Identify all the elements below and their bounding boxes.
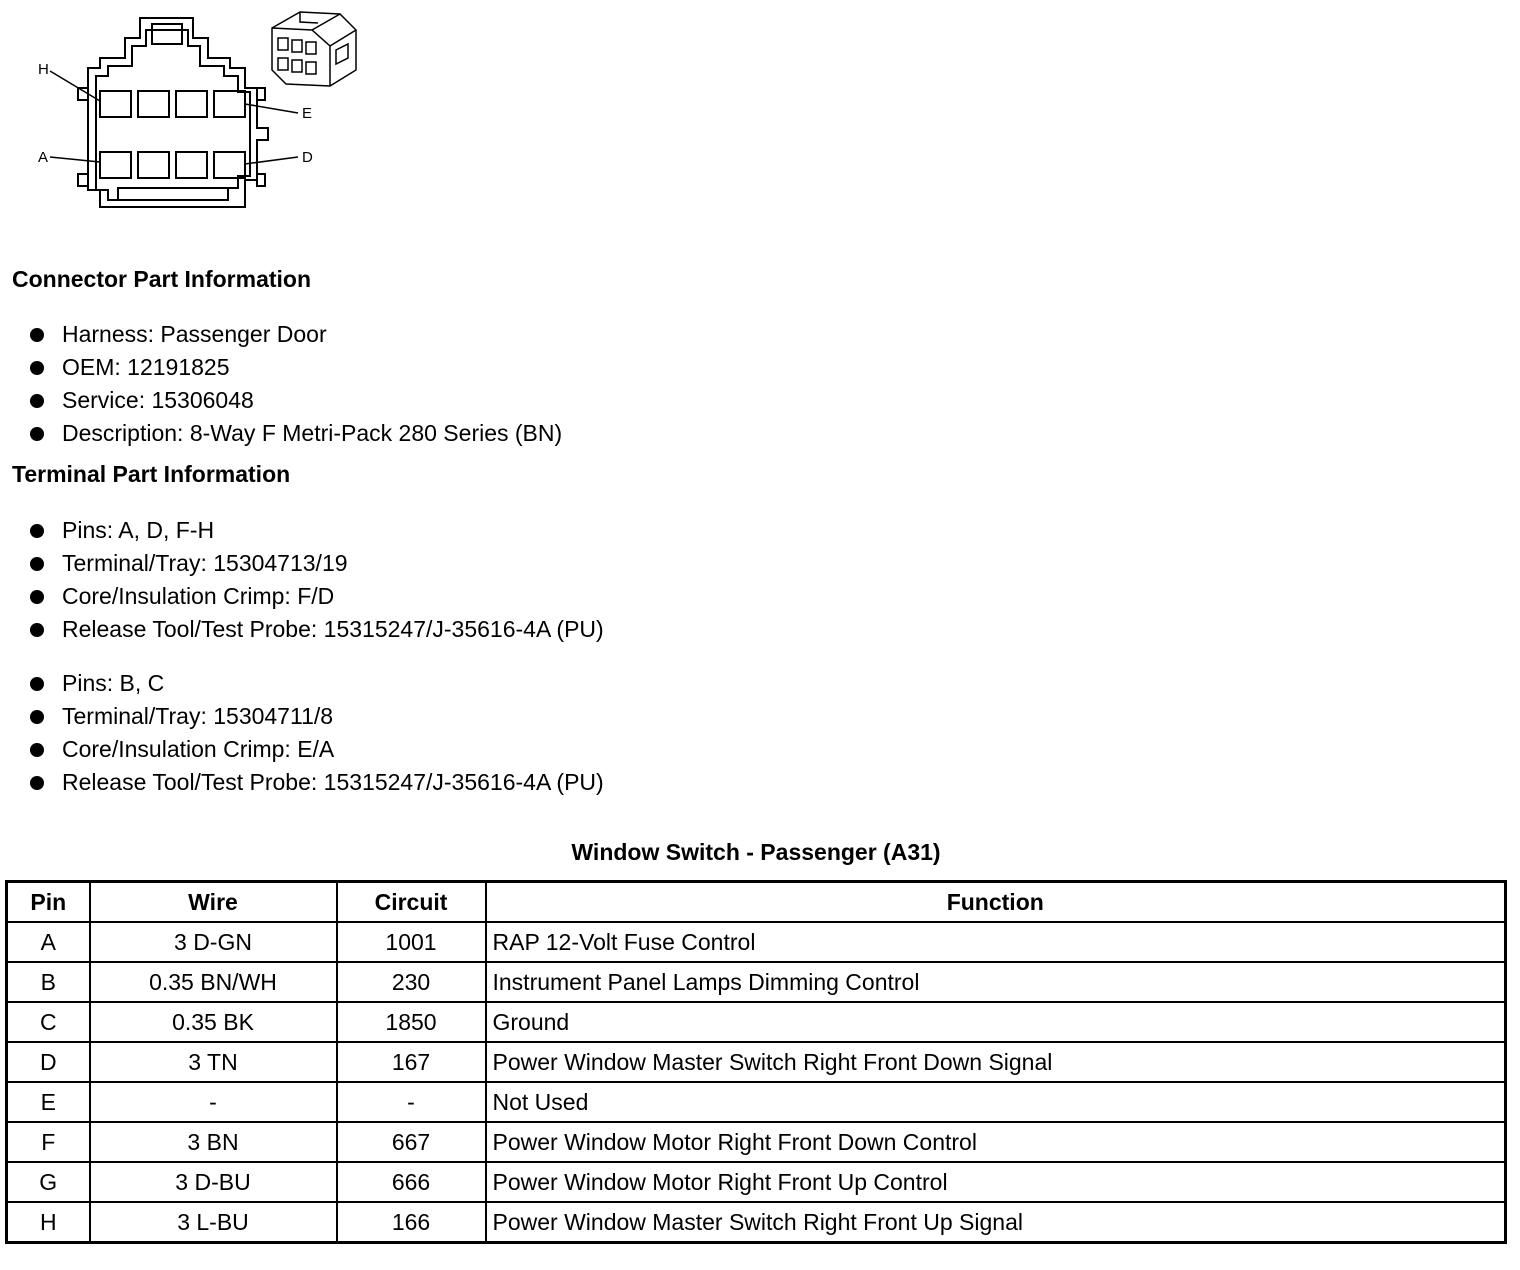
list-item: Core/Insulation Crimp: E/A bbox=[0, 733, 604, 766]
cell-function: Power Window Motor Right Front Up Control bbox=[486, 1162, 1506, 1202]
cell-function: RAP 12-Volt Fuse Control bbox=[486, 922, 1506, 962]
cell-function: Not Used bbox=[486, 1082, 1506, 1122]
cell-pin: C bbox=[7, 1002, 90, 1042]
table-title: Window Switch - Passenger (A31) bbox=[571, 839, 941, 865]
list-item: Pins: B, C bbox=[0, 667, 604, 700]
pin-label-d: D bbox=[302, 149, 313, 166]
cell-function: Ground bbox=[486, 1002, 1506, 1042]
cavity-h bbox=[100, 91, 131, 117]
table-row bbox=[7, 1122, 1506, 1162]
list-item: Pins: A, D, F-H bbox=[0, 514, 604, 547]
list-item: Description: 8-Way F Metri-Pack 280 Series (BN) bbox=[0, 417, 562, 450]
cell-circuit: 666 bbox=[337, 1162, 486, 1202]
connector-cavities bbox=[100, 91, 245, 178]
cell-function: Power Window Master Switch Right Front Down Signal bbox=[486, 1042, 1506, 1082]
connector-isometric-view bbox=[272, 12, 356, 86]
cavity-g bbox=[138, 91, 169, 117]
list-item: Release Tool/Test Probe: 15315247/J-35616-4A (PU) bbox=[0, 766, 604, 799]
connector-part-list bbox=[0, 318, 562, 450]
cavity-f bbox=[176, 91, 207, 117]
pinout-table bbox=[5, 880, 1507, 1244]
cell-pin: G bbox=[7, 1162, 90, 1202]
table-row bbox=[7, 1082, 1506, 1122]
cell-pin: B bbox=[7, 962, 90, 1002]
cavity-a bbox=[100, 152, 131, 178]
cell-wire: 3 D-GN bbox=[90, 922, 337, 962]
cavity-d bbox=[214, 152, 245, 178]
cell-wire: 0.35 BK bbox=[90, 1002, 337, 1042]
cell-pin: H bbox=[7, 1202, 90, 1243]
pin-label-a: A bbox=[38, 149, 49, 166]
terminal-group-1-list bbox=[0, 514, 604, 646]
cell-pin: D bbox=[7, 1042, 90, 1082]
column-header-pin: Pin bbox=[7, 882, 90, 923]
column-header-wire: Wire bbox=[90, 882, 337, 923]
cell-wire: 0.35 BN/WH bbox=[90, 962, 337, 1002]
list-item: Release Tool/Test Probe: 15315247/J-35616-4A (PU) bbox=[0, 613, 604, 646]
list-item: Core/Insulation Crimp: F/D bbox=[0, 580, 604, 613]
table-row bbox=[7, 922, 1506, 962]
table-header-row bbox=[7, 882, 1506, 923]
list-item: Terminal/Tray: 15304711/8 bbox=[0, 700, 604, 733]
cell-pin: F bbox=[7, 1122, 90, 1162]
cell-wire: 3 TN bbox=[90, 1042, 337, 1082]
column-header-function: Function bbox=[486, 882, 1506, 923]
list-item: Service: 15306048 bbox=[0, 384, 562, 417]
cell-circuit: 167 bbox=[337, 1042, 486, 1082]
table-row bbox=[7, 962, 1506, 1002]
cell-function: Instrument Panel Lamps Dimming Control bbox=[486, 962, 1506, 1002]
cell-wire: 3 D-BU bbox=[90, 1162, 337, 1202]
table-row bbox=[7, 1202, 1506, 1243]
connector-part-heading: Connector Part Information bbox=[12, 266, 312, 292]
list-item: Harness: Passenger Door bbox=[0, 318, 562, 351]
pin-label-h: H bbox=[38, 61, 49, 78]
cell-wire: 3 L-BU bbox=[90, 1202, 337, 1243]
list-item: OEM: 12191825 bbox=[0, 351, 562, 384]
cell-circuit: 230 bbox=[337, 962, 486, 1002]
table-row bbox=[7, 1162, 1506, 1202]
cell-function: Power Window Master Switch Right Front Up Signal bbox=[486, 1202, 1506, 1243]
cell-circuit: 1001 bbox=[337, 922, 486, 962]
table-row bbox=[7, 1042, 1506, 1082]
cavity-c bbox=[176, 152, 207, 178]
cavity-b bbox=[138, 152, 169, 178]
cell-function: Power Window Motor Right Front Down Control bbox=[486, 1122, 1506, 1162]
pin-label-e: E bbox=[302, 105, 313, 122]
cell-pin: E bbox=[7, 1082, 90, 1122]
cell-wire: - bbox=[90, 1082, 337, 1122]
cell-pin: A bbox=[7, 922, 90, 962]
cavity-e bbox=[214, 91, 245, 117]
list-item: Terminal/Tray: 15304713/19 bbox=[0, 547, 604, 580]
cell-circuit: 667 bbox=[337, 1122, 486, 1162]
cell-circuit: 1850 bbox=[337, 1002, 486, 1042]
connector-face-diagram bbox=[0, 0, 380, 225]
column-header-circuit: Circuit bbox=[337, 882, 486, 923]
cell-circuit: 166 bbox=[337, 1202, 486, 1243]
table-row bbox=[7, 1002, 1506, 1042]
terminal-part-heading: Terminal Part Information bbox=[12, 461, 291, 487]
cell-wire: 3 BN bbox=[90, 1122, 337, 1162]
cell-circuit: - bbox=[337, 1082, 486, 1122]
terminal-group-2-list bbox=[0, 667, 604, 799]
